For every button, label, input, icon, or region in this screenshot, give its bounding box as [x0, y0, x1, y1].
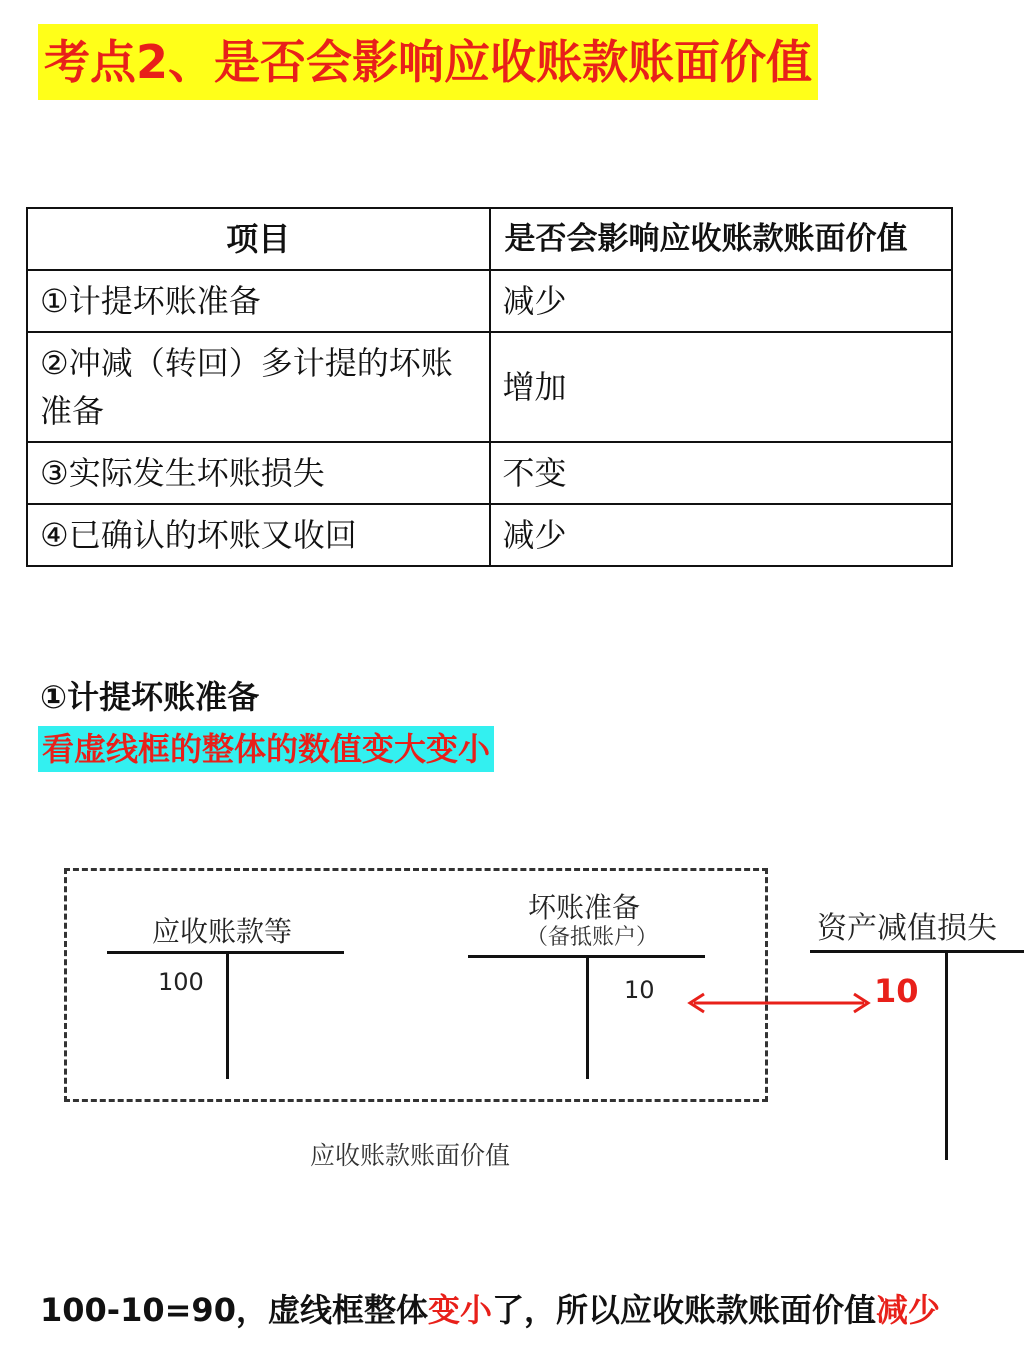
- impairment-t-stem: [945, 950, 948, 1160]
- table-cell-item: ①计提坏账准备: [27, 270, 490, 332]
- impairment-debit-value: 10: [874, 972, 919, 1010]
- page-title: 考点2、是否会影响应收账款账面价值: [38, 24, 818, 100]
- conclusion-part3: 了，所以应收账款账面价值: [491, 1291, 876, 1329]
- conclusion-text: [40, 1288, 940, 1332]
- receivables-account-name: 应收账款等: [152, 915, 293, 948]
- receivables-t-stem: [226, 951, 229, 1079]
- highlight-note: 看虚线框的整体的数值变大变小: [38, 726, 494, 772]
- section-heading: ①计提坏账准备: [40, 678, 260, 716]
- conclusion-part1: 100-10=90，虚线框整体: [40, 1291, 428, 1329]
- table-cell-item: ④已确认的坏账又收回: [27, 504, 490, 566]
- table-row: [27, 332, 952, 442]
- impact-table: [26, 207, 953, 567]
- table-cell-impact: 减少: [490, 270, 953, 332]
- table-row: [27, 504, 952, 566]
- column-header-impact: 是否会影响应收账款账面价值: [490, 208, 953, 270]
- table-row: [27, 442, 952, 504]
- table-header-row: [27, 208, 952, 270]
- table-cell-impact: 减少: [490, 504, 953, 566]
- conclusion-part2: 变小: [427, 1291, 492, 1329]
- allowance-credit-value: 10: [624, 976, 655, 1004]
- table-cell-item: ③实际发生坏账损失: [27, 442, 490, 504]
- conclusion-part4: 减少: [876, 1291, 941, 1329]
- column-header-item: 项目: [27, 208, 490, 270]
- table-cell-item: ②冲减（转回）多计提的坏账准备: [27, 332, 490, 442]
- table-row: [27, 270, 952, 332]
- allowance-account-note: （备抵账户）: [526, 925, 659, 950]
- double-arrow-icon: [684, 990, 874, 1018]
- allowance-t-stem: [586, 955, 589, 1079]
- table-cell-impact: 增加: [490, 332, 953, 442]
- allowance-account-name: 坏账准备: [528, 891, 641, 924]
- impairment-account-name: 资产减值损失: [817, 911, 997, 946]
- diagram-caption: 应收账款账面价值: [310, 1141, 511, 1170]
- impairment-t-bar: [810, 950, 1024, 953]
- receivables-debit-value: 100: [158, 968, 204, 996]
- table-cell-impact: 不变: [490, 442, 953, 504]
